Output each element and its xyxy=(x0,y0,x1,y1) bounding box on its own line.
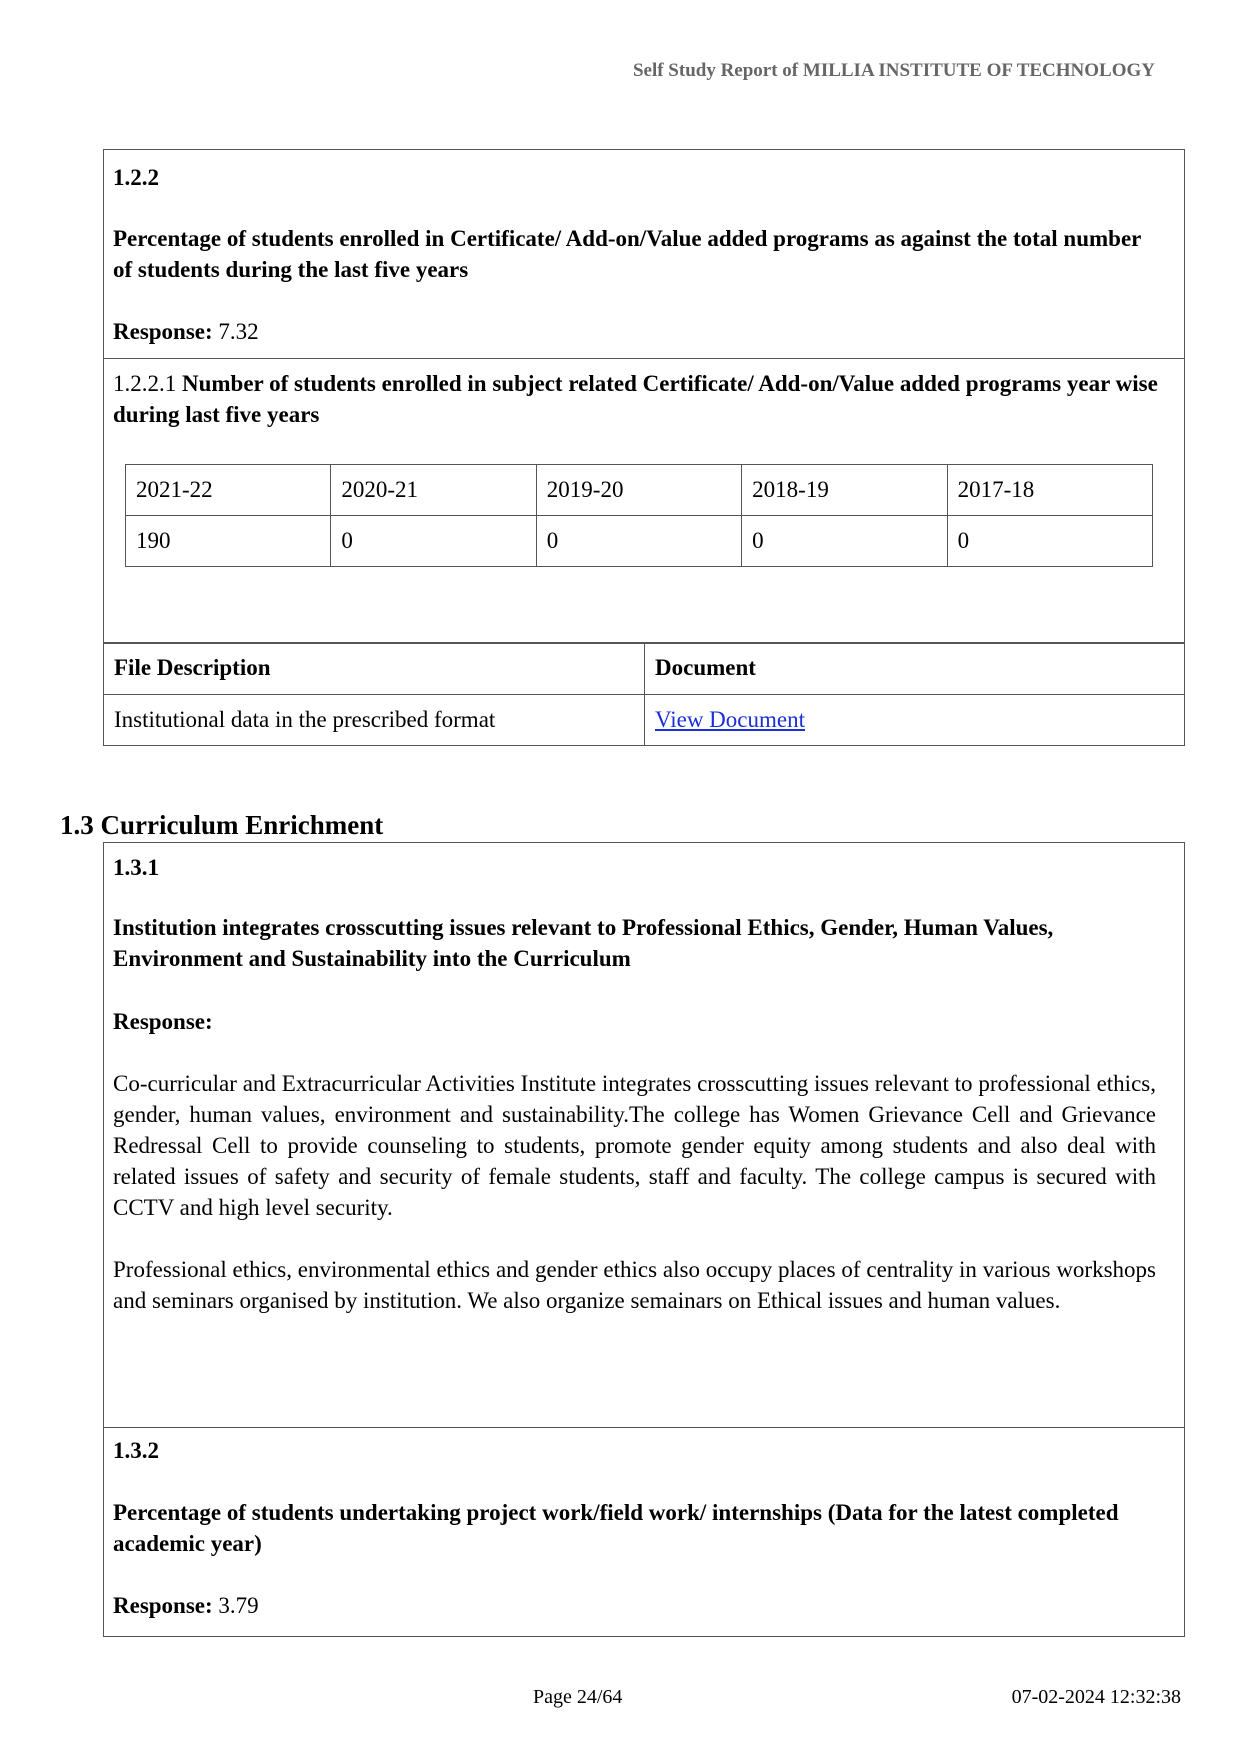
metric-1-2-2-response xyxy=(113,316,1163,347)
metric-1-3-1-paragraph-1: Co-curricular and Extracurricular Activities Institute integrates crosscutting issues relevant to professional ethics, gender, human values, environment and sustainability.The college has Women Grievance Cell and Grievance Redressal Cell to provide counseling to students, promote gender equity among students and also deal with related issues of safety and security of female students, staff and faculty. The college campus is secured with CCTV and high level security. xyxy=(113,1071,1156,1220)
year-wise-table xyxy=(125,464,1153,567)
metric-1-2-2-number: 1.2.2 xyxy=(113,165,159,190)
table-row xyxy=(104,643,1185,695)
value-cell: 0 xyxy=(331,516,536,567)
value-cell: 0 xyxy=(947,516,1152,567)
file-description-table xyxy=(103,642,1185,746)
response-label: Response: xyxy=(113,319,213,344)
table-row xyxy=(104,694,1185,746)
response-value: 7.32 xyxy=(218,319,259,344)
page-number: Page 24/64 xyxy=(533,1686,623,1708)
value-cell: 0 xyxy=(742,516,947,567)
value-cell: 190 xyxy=(126,516,331,567)
metric-1-2-2-1-number: 1.2.2.1 xyxy=(113,371,177,396)
file-description-header: File Description xyxy=(104,643,645,695)
metric-1-3-1-response-label: Response: xyxy=(113,1009,213,1034)
metric-1-3-2-number: 1.3.2 xyxy=(113,1438,159,1463)
table-row xyxy=(126,465,1153,516)
metric-1-3-1-paragraph-2: Professional ethics, environmental ethics and gender ethics also occupy places of centrality in various workshops and seminars organised by institution. We also organize semainars on Ethical issues and human values. xyxy=(113,1257,1156,1313)
document-cell xyxy=(645,694,1185,746)
table-row xyxy=(126,516,1153,567)
year-cell: 2020-21 xyxy=(331,465,536,516)
section-title: 1.3 Curriculum Enrichment xyxy=(60,810,384,840)
year-cell: 2018-19 xyxy=(742,465,947,516)
metric-1-3-2-response xyxy=(113,1590,1163,1621)
year-cell: 2021-22 xyxy=(126,465,331,516)
file-description-cell: Institutional data in the prescribed format xyxy=(104,694,645,746)
metric-1-3-1-number: 1.3.1 xyxy=(113,855,159,880)
year-cell: 2017-18 xyxy=(947,465,1152,516)
response-value: 3.79 xyxy=(218,1593,259,1618)
value-cell: 0 xyxy=(536,516,741,567)
metric-1-3-1-title: Institution integrates crosscutting issues relevant to Professional Ethics, Gender, Human Values, Environment and Sustainability into the Curriculum xyxy=(113,915,1054,971)
year-cell: 2019-20 xyxy=(536,465,741,516)
metric-1-3-2-title: Percentage of students undertaking project work/field work/ internships (Data for the latest completed academic year) xyxy=(113,1500,1119,1556)
metric-1-2-2-1-heading xyxy=(113,368,1163,430)
document-header: Document xyxy=(645,643,1185,695)
metric-1-2-2-title: Percentage of students enrolled in Certificate/ Add-on/Value added programs as against the total number of students during the last five years xyxy=(113,226,1141,282)
metric-1-2-2-1-title: Number of students enrolled in subject related Certificate/ Add-on/Value added programs year wise during last five years xyxy=(113,371,1158,427)
view-document-link[interactable]: View Document xyxy=(655,706,805,732)
report-header: Self Study Report of MILLIA INSTITUTE OF TECHNOLOGY xyxy=(632,60,1155,81)
response-label: Response: xyxy=(113,1593,213,1618)
timestamp: 07-02-2024 12:32:38 xyxy=(1011,1686,1181,1708)
